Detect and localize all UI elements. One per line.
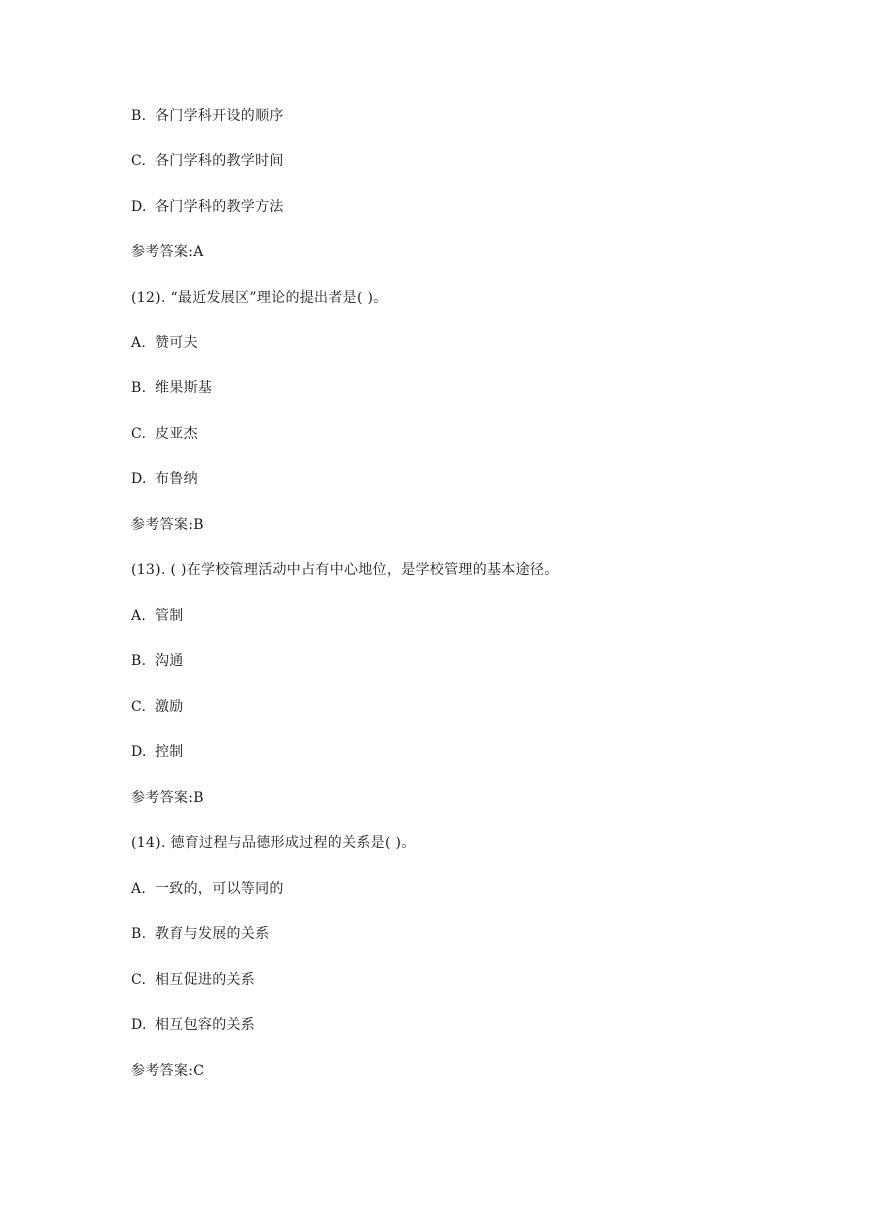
- option-line: [131, 379, 212, 397]
- option-text: 管制: [155, 608, 184, 624]
- option-line: [131, 607, 184, 625]
- answer-line: 参考答案:A: [131, 244, 204, 260]
- option-line: [131, 652, 184, 670]
- option-line: [131, 743, 184, 761]
- option-text: 维果斯基: [155, 380, 213, 396]
- answer-line: 参考答案:B: [131, 517, 204, 533]
- question-line: (12). “最近发展区”理论的提出者是( )。: [131, 290, 388, 306]
- option-key: D.: [131, 199, 147, 215]
- option-text: 激励: [155, 699, 184, 715]
- option-text: 教育与发展的关系: [155, 926, 270, 942]
- option-text: 控制: [155, 744, 184, 760]
- option-line: [131, 334, 198, 352]
- option-line: [131, 925, 269, 943]
- option-key: D.: [131, 744, 147, 760]
- option-line: [131, 152, 284, 170]
- option-line: [131, 971, 255, 989]
- option-text: 各门学科的教学时间: [155, 153, 284, 169]
- question-line: (13). ( )在学校管理活动中占有中心地位，是学校管理的基本途径。: [131, 562, 559, 578]
- option-line: [131, 470, 198, 488]
- option-key: A.: [131, 608, 147, 624]
- option-key: C.: [131, 699, 147, 715]
- option-text: 赞可夫: [155, 335, 198, 351]
- question-line: (14). 德育过程与品德形成过程的关系是( )。: [131, 835, 416, 851]
- option-text: 一致的，可以等同的: [155, 881, 284, 897]
- option-text: 相互促进的关系: [155, 972, 256, 988]
- option-line: [131, 698, 184, 716]
- option-key: C.: [131, 972, 147, 988]
- option-line: [131, 425, 198, 443]
- option-line: [131, 107, 284, 125]
- option-line: [131, 880, 284, 898]
- option-key: D.: [131, 1017, 147, 1033]
- option-text: 布鲁纳: [155, 471, 198, 487]
- option-key: C.: [131, 426, 147, 442]
- option-text: 皮亚杰: [155, 426, 198, 442]
- option-text: 沟通: [155, 653, 184, 669]
- option-key: D.: [131, 471, 147, 487]
- option-line: [131, 1016, 255, 1034]
- answer-line: 参考答案:C: [131, 1063, 205, 1079]
- answer-line: 参考答案:B: [131, 790, 204, 806]
- option-key: B.: [131, 653, 147, 669]
- option-text: 各门学科的教学方法: [155, 199, 284, 215]
- option-key: A.: [131, 881, 147, 897]
- option-key: C.: [131, 153, 147, 169]
- option-key: B.: [131, 926, 147, 942]
- option-text: 各门学科开设的顺序: [155, 108, 284, 124]
- option-key: B.: [131, 380, 147, 396]
- option-key: A.: [131, 335, 147, 351]
- option-text: 相互包容的关系: [155, 1017, 256, 1033]
- option-line: [131, 198, 284, 216]
- option-key: B.: [131, 108, 147, 124]
